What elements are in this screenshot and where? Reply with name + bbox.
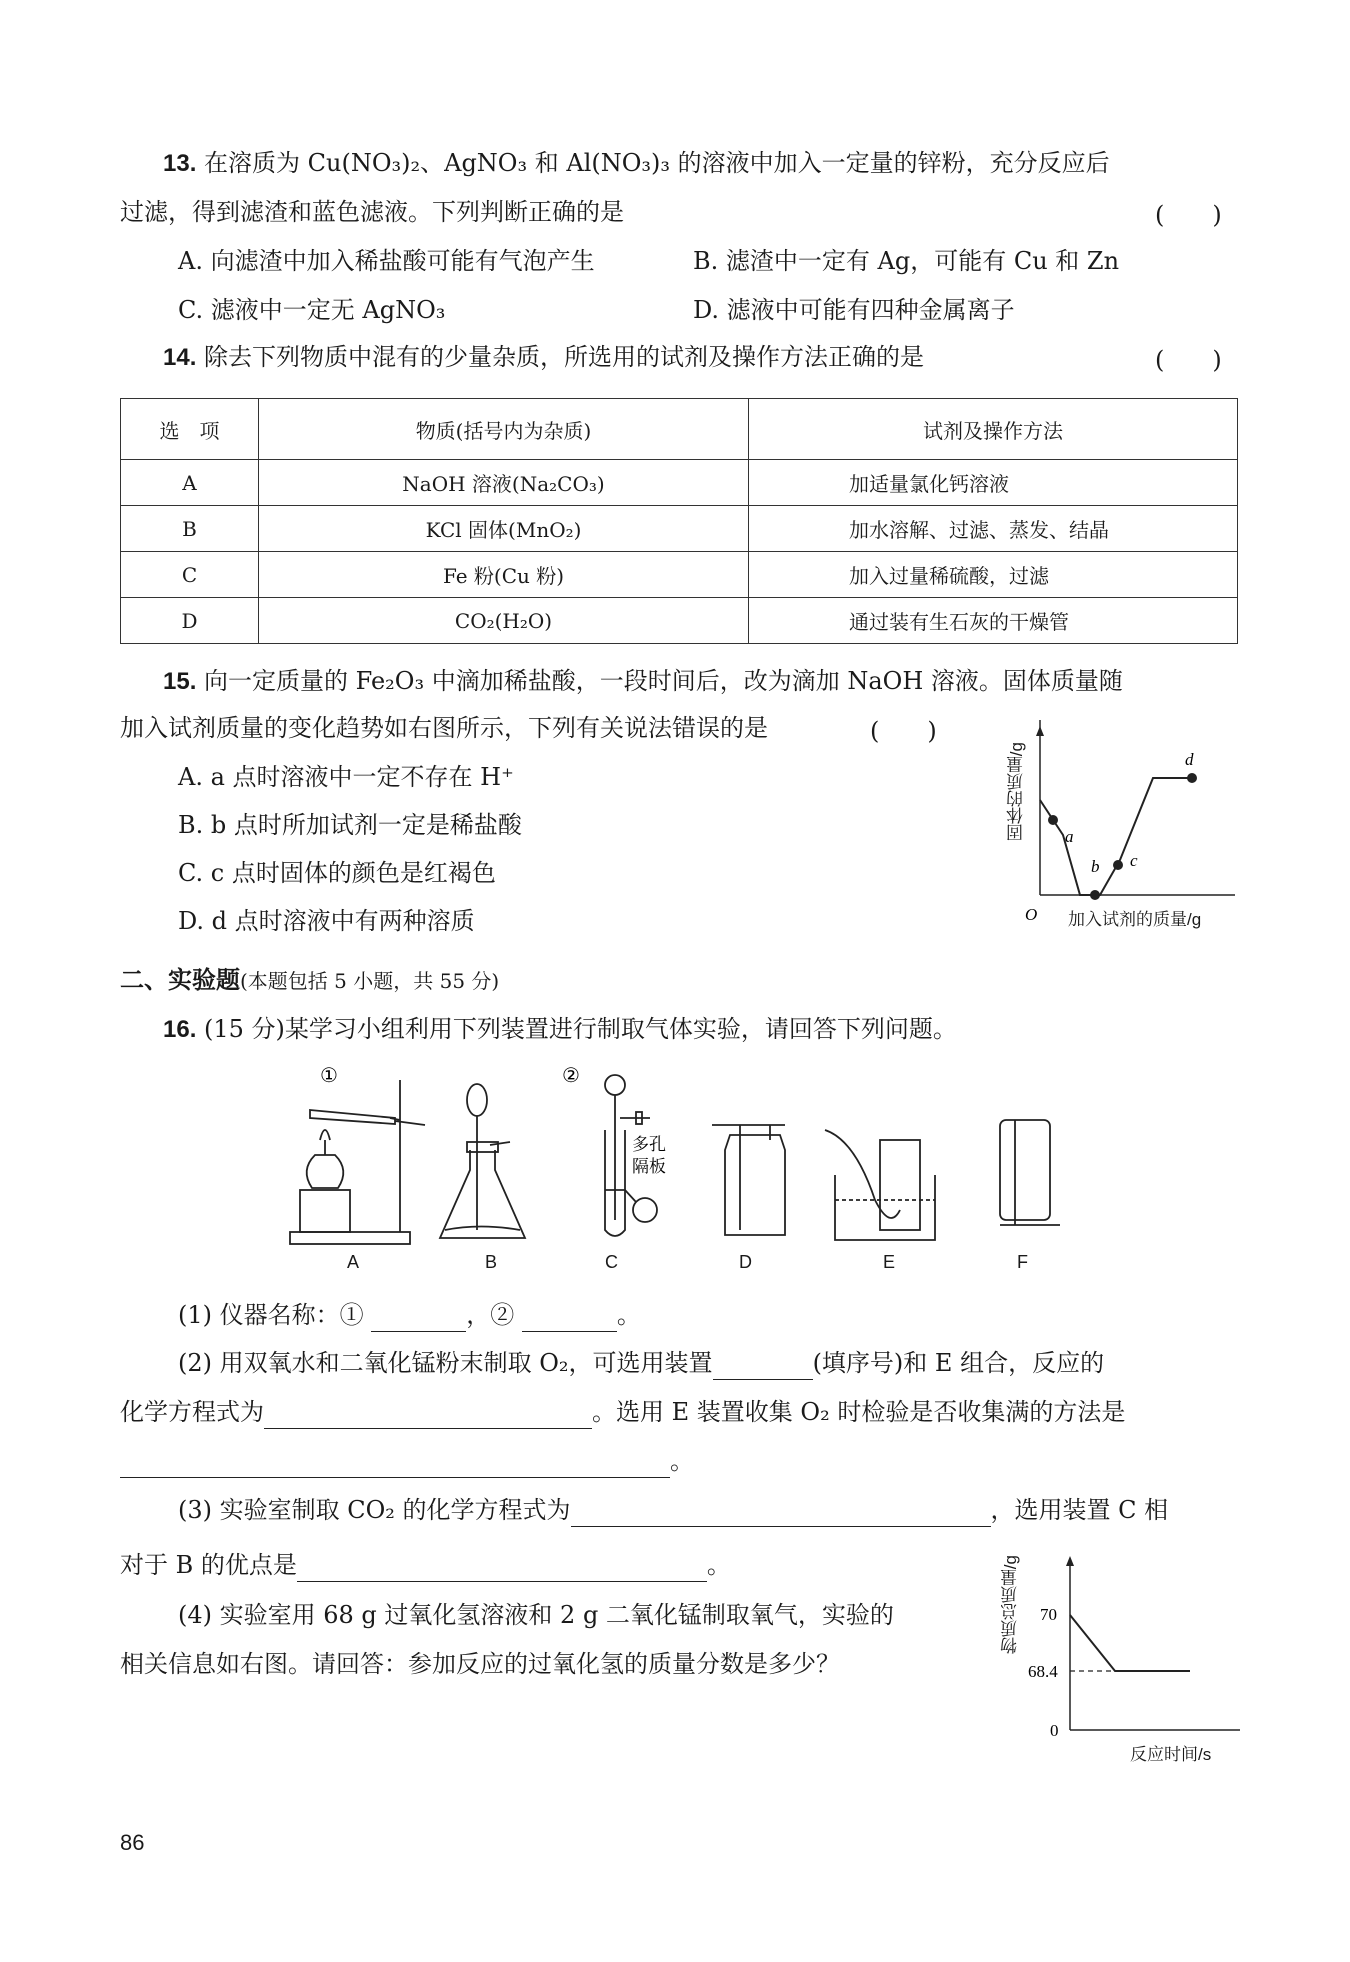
- label-d: d: [1185, 750, 1194, 769]
- q16-part2-text-a: (2) 用双氧水和二氧化锰粉末制取 O₂，可选用装置: [178, 1349, 713, 1377]
- plate-label-2: 隔板: [632, 1157, 666, 1177]
- answer-blank-5[interactable]: [120, 1449, 670, 1478]
- delivery-tube-e: [825, 1130, 900, 1218]
- q16-graph-xlabel: 反应时间/s: [1130, 1745, 1212, 1764]
- long-neck-funnel: [605, 1075, 625, 1095]
- q13-stem-2: 过滤，得到滤渣和蓝色滤液。下列判断正确的是: [120, 198, 624, 226]
- label-b: b: [1091, 857, 1100, 876]
- q15-stem-1: 向一定质量的 Fe₂O₃ 中滴加稀盐酸，一段时间后，改为滴加 NaOH 溶液。固体质量随: [204, 667, 1123, 695]
- apparatus-d: [712, 1125, 785, 1235]
- q15-option-c: C. c 点时固体的颜色是红褐色: [178, 859, 496, 887]
- q16-part2-line2: [120, 1395, 1125, 1429]
- q16-part2-line1: [178, 1346, 1104, 1380]
- mass-curve: [1070, 1615, 1190, 1671]
- apparatus-a: [290, 1080, 425, 1244]
- q15-option-d: D. d 点时溶液中有两种溶质: [178, 907, 475, 935]
- q14-options-table: [120, 398, 1238, 644]
- q15-option-a: A. a 点时溶液中一定不存在 H⁺: [178, 763, 514, 791]
- table-cell-substance: NaOH 溶液(Na₂CO₃): [259, 460, 749, 506]
- answer-blank-3[interactable]: [713, 1351, 813, 1380]
- clamp: [390, 1118, 400, 1120]
- q16-part4-line1: (4) 实验室用 68 g 过氧化氢溶液和 2 g 二氧化锰制取氧气，实验的: [178, 1601, 894, 1629]
- q13-option-b: B. 滤渣中一定有 Ag，可能有 Cu 和 Zn: [693, 247, 1120, 275]
- porous-plate-detail: [633, 1198, 657, 1222]
- apparatus-e: [825, 1130, 935, 1240]
- origin-label: O: [1025, 905, 1038, 924]
- y-tick-68-4: 68.4: [1028, 1662, 1058, 1681]
- answer-blank-7[interactable]: [297, 1553, 707, 1582]
- flask-liquid: [445, 1227, 520, 1231]
- table-cell-method: 加适量氯化钙溶液: [749, 460, 1238, 506]
- point-b: [1090, 890, 1100, 900]
- table-cell-option: D: [121, 598, 259, 644]
- y-tick-0: 0: [1050, 1721, 1059, 1740]
- table-row: [121, 598, 1238, 644]
- q16-part3-text-b: ，选用装置 C 相: [990, 1496, 1169, 1524]
- section-2-note: (本题包括 5 小题，共 55 分): [240, 969, 500, 993]
- y-axis-arrow: [1036, 726, 1044, 736]
- flame: [320, 1130, 330, 1140]
- apparatus-label-b: B: [485, 1252, 498, 1272]
- apparatus-label-d: D: [739, 1252, 752, 1272]
- label-c: c: [1130, 851, 1138, 870]
- point-c: [1113, 860, 1123, 870]
- apparatus-c: [605, 1075, 657, 1236]
- q16-graph-ylabel: 物质总质量/g: [1001, 1555, 1020, 1655]
- q13-answer-paren[interactable]: ( ): [1155, 201, 1222, 229]
- stand-base: [290, 1232, 410, 1244]
- q16-part3-text-a: (3) 实验室制取 CO₂ 的化学方程式为: [178, 1496, 571, 1524]
- q16-intro: (15 分)某学习小组利用下列装置进行制取气体实验，请回答下列问题。: [204, 1015, 957, 1043]
- table-cell-method: 加入过量稀硫酸，过滤: [749, 552, 1238, 598]
- q16-part2-line3: [120, 1444, 694, 1478]
- section-2-heading: [120, 963, 499, 998]
- apparatus-label-f: F: [1017, 1252, 1028, 1272]
- q16-part2-text-d: 。选用 E 装置收集 O₂ 时检验是否收集满的方法是: [592, 1398, 1126, 1426]
- q15-graph-ylabel: 固体的质量/g: [1007, 742, 1026, 842]
- q13-stem-1: 在溶质为 Cu(NO₃)₂、AgNO₃ 和 Al(NO₃)₃ 的溶液中加入一定量的锌粉，充分反应后: [204, 149, 1110, 177]
- q14-number: 14.: [163, 344, 197, 371]
- answer-blank-1[interactable]: [371, 1303, 466, 1332]
- section-2-title: 二、实验题: [120, 967, 240, 994]
- answer-blank-6[interactable]: [571, 1498, 991, 1527]
- q15-graph-xlabel: 加入试剂的质量/g: [1068, 910, 1202, 929]
- table-cell-method: 通过装有生石灰的干燥管: [749, 598, 1238, 644]
- plate-pointer: [625, 1190, 636, 1202]
- mass-curve: [1040, 778, 1173, 895]
- q13-option-d: D. 滤液中可能有四种金属离子: [693, 296, 1015, 324]
- table-cell-substance: CO₂(H₂O): [259, 598, 749, 644]
- q16-part3-line1: [178, 1493, 1168, 1527]
- apparatus-label-a: A: [347, 1252, 360, 1272]
- table-row: [121, 552, 1238, 598]
- answer-blank-4[interactable]: [264, 1400, 592, 1429]
- q16-part2-text-b: (填序号)和 E 组合，反应的: [812, 1349, 1105, 1377]
- y-tick-70: 70: [1040, 1605, 1057, 1624]
- table-cell-method: 加水溶解、过滤、蒸发、结晶: [749, 506, 1238, 552]
- q16-part1-sep: ，②: [466, 1301, 515, 1329]
- gas-bottle: [725, 1135, 785, 1235]
- table-cell-option: C: [121, 552, 259, 598]
- q15-line1: [163, 664, 1123, 699]
- point-a: [1048, 815, 1058, 825]
- table-cell-substance: KCl 固体(MnO₂): [259, 506, 749, 552]
- apparatus-label-c: C: [605, 1252, 618, 1272]
- q16-part3-line2: [120, 1548, 731, 1582]
- q16-total-mass-graph: [1028, 1550, 1250, 1760]
- table-header-row: [121, 399, 1238, 460]
- q16-line: [163, 1012, 957, 1047]
- y-axis-arrow: [1066, 1556, 1074, 1566]
- table-cell-option: B: [121, 506, 259, 552]
- q13-number: 13.: [163, 150, 197, 177]
- q16-part2-text-e: 。: [670, 1447, 694, 1475]
- apparatus-f: [1000, 1120, 1060, 1225]
- q16-part3-text-c: 对于 B 的优点是: [120, 1551, 297, 1579]
- table-header-cell: 物质(括号内为杂质): [259, 399, 749, 460]
- q13-line1: [163, 146, 1110, 181]
- page-number: 86: [120, 1830, 145, 1855]
- q15-number: 15.: [163, 668, 197, 695]
- q16-part1-end: 。: [616, 1301, 641, 1329]
- q13-option-a: A. 向滤渣中加入稀盐酸可能有气泡产生: [178, 247, 595, 275]
- q15-stem-2: 加入试剂质量的变化趋势如右图所示，下列有关说法错误的是: [120, 714, 768, 742]
- mark-2: ②: [562, 1063, 580, 1087]
- table-row: [121, 460, 1238, 506]
- alcohol-lamp: [307, 1155, 344, 1188]
- label-a: a: [1065, 827, 1074, 846]
- table-header-cell: 选 项: [121, 399, 259, 460]
- mark-1: ①: [320, 1063, 338, 1087]
- separatory-funnel: [467, 1084, 487, 1116]
- q15-answer-paren[interactable]: ( ): [870, 717, 937, 745]
- table-row: [121, 506, 1238, 552]
- table-cell-substance: Fe 粉(Cu 粉): [259, 552, 749, 598]
- table-cell-option: A: [121, 460, 259, 506]
- gas-bottle-f: [1000, 1120, 1050, 1220]
- q14-stem: 除去下列物质中混有的少量杂质，所选用的试剂及操作方法正确的是: [204, 343, 925, 371]
- apparatus-b: [440, 1084, 525, 1238]
- q14-answer-paren[interactable]: ( ): [1155, 346, 1222, 374]
- answer-blank-2[interactable]: [522, 1303, 617, 1332]
- stopper: [467, 1142, 498, 1152]
- apparatus-figure: [280, 1060, 1100, 1260]
- q16-part1-text: (1) 仪器名称：①: [178, 1301, 364, 1329]
- table-header-cell: 试剂及操作方法: [749, 399, 1238, 460]
- q16-part2-text-c: 化学方程式为: [120, 1398, 264, 1426]
- conical-flask: [440, 1150, 525, 1238]
- q14-line: [163, 340, 924, 375]
- q16-part1: [178, 1298, 641, 1332]
- q13-option-c: C. 滤液中一定无 AgNO₃: [178, 296, 446, 324]
- q16-part3-text-d: 。: [706, 1551, 731, 1579]
- wood-block: [300, 1190, 350, 1232]
- q15-option-b: B. b 点时所加试剂一定是稀盐酸: [178, 811, 522, 839]
- plate-label-1: 多孔: [632, 1135, 666, 1155]
- q16-number: 16.: [163, 1016, 197, 1043]
- test-tube: [310, 1110, 395, 1124]
- apparatus-label-e: E: [883, 1252, 896, 1272]
- q16-part4-line2: 相关信息如右图。请回答：参加反应的过氧化氢的质量分数是多少？: [120, 1650, 840, 1678]
